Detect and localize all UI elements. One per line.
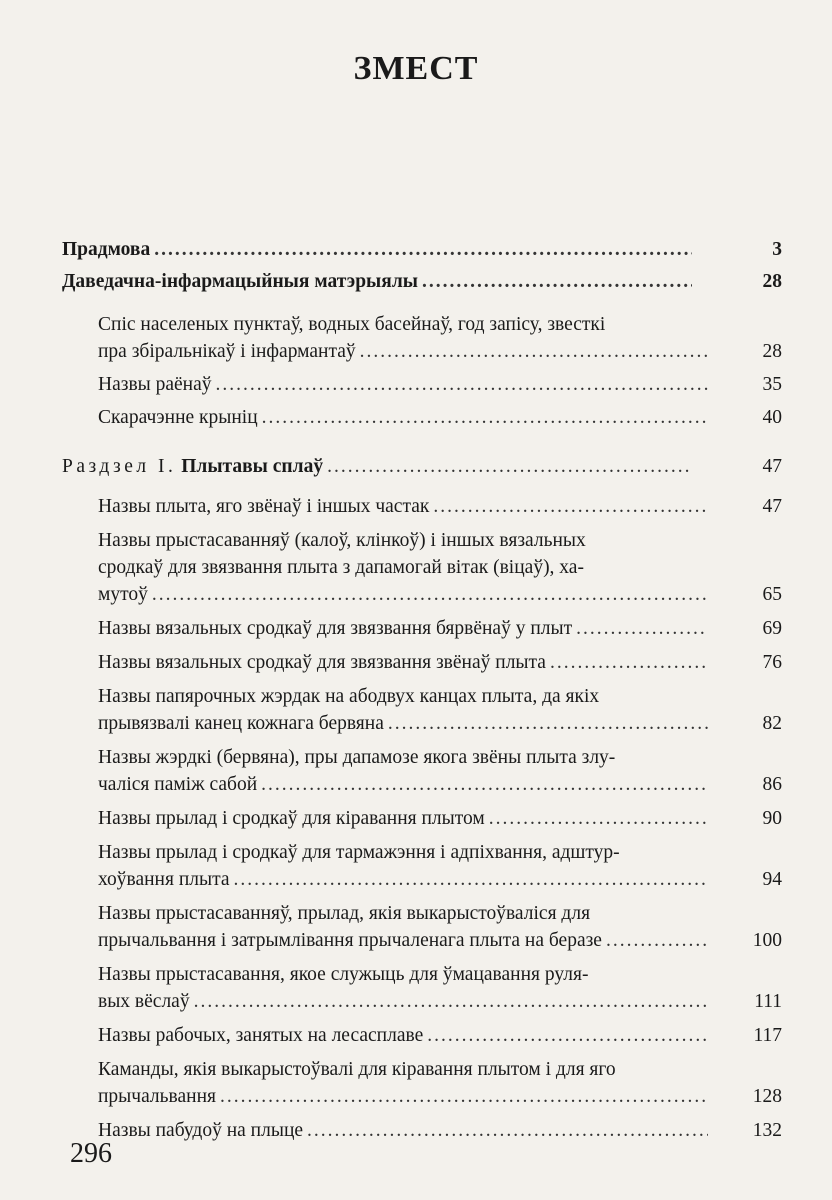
toc-entry-title: вых вёслаў [98,991,190,1012]
toc-entry-title: прычальвання і затрымлівання прычаленага плыта на беразе [98,930,602,951]
toc-entry-line: Назвы прыстасаванняў (калоў, клінкоў) і іншых вязальных [98,530,586,551]
toc-entry [62,493,782,520]
toc-entry [62,311,782,365]
toc-entry-title: мутоў [98,584,148,605]
toc-page-number: 94 [762,869,782,890]
toc-page-number: 132 [752,1120,782,1141]
toc-entry [62,1022,782,1049]
toc-page-number: 128 [752,1086,782,1107]
toc-entry-title: Назвы пабудоў на плыце [98,1120,304,1141]
toc-entry-title: Даведачна-інфармацыйныя матэрыялы [62,271,418,292]
toc-entry-title: Назвы раёнаў [98,374,212,395]
toc-entry [62,1056,782,1110]
toc-page-number: 86 [762,774,782,795]
toc-entry-title: прычальвання [98,1086,216,1107]
toc-entry-title: Плытавы сплаў [181,456,324,477]
toc-entry-title: хоўвання плыта [98,869,230,890]
toc-entry [62,615,782,642]
toc-entry [62,236,782,263]
toc-entry-line: Назвы прыстасавання, якое служыць для ўмацавання руля- [98,964,589,985]
page-title: ЗМЕСТ [353,50,479,87]
toc-page-number: 3 [772,239,782,260]
toc-entry [62,744,782,798]
toc-entry-title: пра збіральнікаў і інфармантаў [98,341,356,362]
toc-page-number: 35 [762,374,782,395]
toc-entry-line: сродкаў для звязвання плыта з дапамогай вітак (віцаў), ха- [98,557,584,578]
page-number: 296 [70,1138,112,1169]
toc-entry [62,683,782,737]
toc-entry [62,805,782,832]
toc-entry-title: Назвы плыта, яго звёнаў і іншых частак [98,496,430,517]
toc-entry [62,527,782,608]
toc-entry-title: Скарачэнне крыніц [98,407,258,428]
toc-entry [62,839,782,893]
toc-page-number: 47 [762,456,782,477]
toc-entry-line: Спіс населеных пунктаў, водных басейнаў, год запісу, звесткі [98,314,606,335]
toc-page-number: 90 [762,808,782,829]
toc-entry [62,371,782,398]
toc-entry-line: Назвы прылад і сродкаў для тармажэння і адпіхвання, адштур- [98,842,620,863]
toc-entry-title: прывязвалі канец кожнага бервяна [98,713,384,734]
toc-page-number: 100 [752,930,782,951]
toc-entry [62,268,782,295]
toc-entry-title: Назвы вязальных сродкаў для звязвання звёнаў плыта [98,652,546,673]
toc-page-number: 69 [762,618,782,639]
toc-page-number: 117 [753,1025,782,1046]
toc-page-number: 76 [762,652,782,673]
toc-entry-line: Каманды, якія выкарыстоўвалі для кіравання плытом і для яго [98,1059,616,1080]
toc-entry [62,961,782,1015]
table-of-contents [62,236,782,1144]
toc-entry-title: Назвы вязальных сродкаў для звязвання бярвёнаў у плыт [98,618,573,639]
toc-section-entry [62,453,782,480]
toc-page-number: 28 [762,271,782,292]
toc-entry-title: Назвы прылад і сродкаў для кіравання плытом [98,808,485,829]
toc-entry-line: Назвы папярочных жэрдак на абодвух канцах плыта, да якіх [98,686,600,707]
toc-page-number: 40 [762,407,782,428]
section-label: Раздзел I. [62,456,177,477]
toc-page-number: 28 [762,341,782,362]
toc-entry [62,649,782,676]
toc-entry-title: Назвы рабочых, занятых на лесасплаве [98,1025,424,1046]
toc-entry [62,404,782,431]
toc-entry-line: Назвы жэрдкі (бервяна), пры дапамозе якога звёны плыта злу- [98,747,616,768]
toc-entry [62,900,782,954]
toc-entry [62,1117,782,1144]
toc-page-number: 111 [754,991,782,1012]
toc-page-number: 82 [762,713,782,734]
toc-entry-line: Назвы прыстасаванняў, прылад, якія выкарыстоўваліся для [98,903,591,924]
toc-entry-title: Прадмова [62,239,151,260]
toc-page-number: 47 [762,496,782,517]
toc-entry-title: чаліся паміж сабой [98,774,258,795]
toc-page-number: 65 [762,584,782,605]
